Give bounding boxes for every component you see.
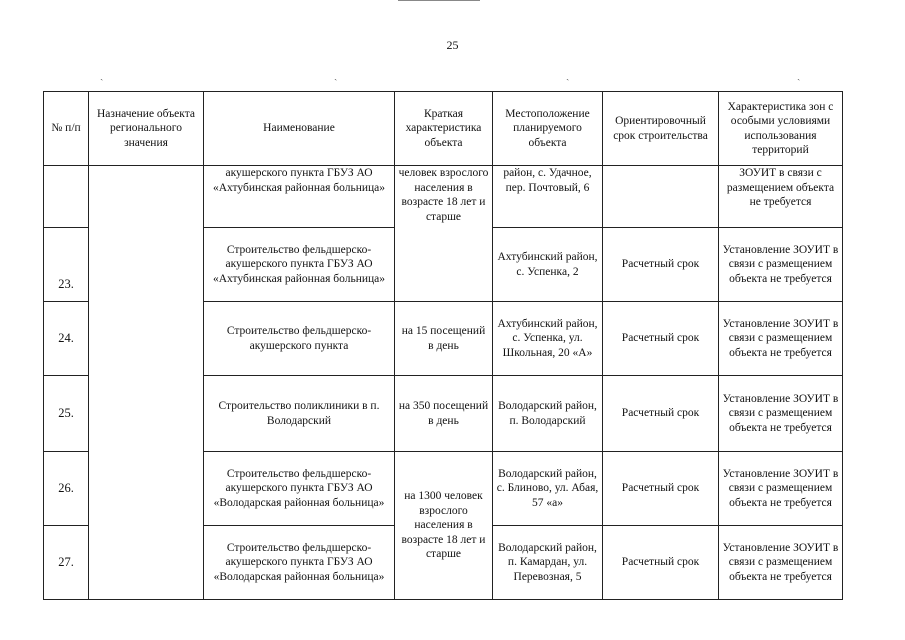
row-name: Строительство фельдшерско-акушерского пункта bbox=[204, 302, 395, 376]
header-desc: Краткая характеристика объекта bbox=[395, 92, 493, 166]
row-zones: Установление ЗОУИТ в связи с размещением объекта не требуется bbox=[719, 526, 843, 600]
header-name: Наименование bbox=[204, 92, 395, 166]
header-zones: Характеристика зон с особыми условиями использования территорий bbox=[719, 92, 843, 166]
row-term: Расчетный срок bbox=[603, 526, 719, 600]
row-num: 27. bbox=[44, 526, 89, 600]
row-desc: на 15 посещений в день bbox=[395, 302, 493, 376]
row-num: 24. bbox=[44, 302, 89, 376]
row-zones: ЗОУИТ в связи с размещением объекта не требуется bbox=[719, 166, 843, 228]
page-number: 25 bbox=[446, 38, 459, 52]
header-row bbox=[44, 92, 843, 166]
row-desc: на 350 посещений в день bbox=[395, 376, 493, 452]
row-num: 23. bbox=[44, 228, 89, 302]
header-num: № п/п bbox=[44, 92, 89, 166]
objects-table bbox=[43, 91, 843, 600]
row-term: Расчетный срок bbox=[603, 302, 719, 376]
row-zones: Установление ЗОУИТ в связи с размещением объекта не требуется bbox=[719, 228, 843, 302]
scan-mark: ˏ bbox=[797, 70, 801, 81]
row-name: Строительство поликлиники в п. Володарский bbox=[204, 376, 395, 452]
row-desc: на 1300 человек взрослого населения в возрасте 18 лет и старше bbox=[395, 452, 493, 600]
row-num bbox=[44, 166, 89, 228]
row-term: Расчетный срок bbox=[603, 376, 719, 452]
row-term: Расчетный срок bbox=[603, 452, 719, 526]
purpose-cell bbox=[89, 166, 204, 600]
row-term bbox=[603, 166, 719, 228]
row-num: 25. bbox=[44, 376, 89, 452]
row-name: Строительство фельдшерско-акушерского пункта ГБУЗ АО «Володарская районная больница» bbox=[204, 526, 395, 600]
table-row bbox=[44, 166, 843, 228]
row-location: Ахтубинский район, с. Успенка, ул. Школьная, 20 «А» bbox=[493, 302, 603, 376]
row-zones: Установление ЗОУИТ в связи с размещением объекта не требуется bbox=[719, 302, 843, 376]
row-num: 26. bbox=[44, 452, 89, 526]
row-location: Володарский район, с. Блиново, ул. Абая, 57 «а» bbox=[493, 452, 603, 526]
row-zones: Установление ЗОУИТ в связи с размещением объекта не требуется bbox=[719, 452, 843, 526]
row-name: Строительство фельдшерско-акушерского пункта ГБУЗ АО «Ахтубинская районная больница» bbox=[204, 228, 395, 302]
top-rule bbox=[398, 0, 480, 1]
row-location: Володарский район, п. Володарский bbox=[493, 376, 603, 452]
scan-mark: ˏ bbox=[334, 70, 338, 81]
row-zones: Установление ЗОУИТ в связи с размещением объекта не требуется bbox=[719, 376, 843, 452]
header-term: Ориентировочный срок строительства bbox=[603, 92, 719, 166]
header-purpose: Назначение объекта регионального значения bbox=[89, 92, 204, 166]
row-location: Володарский район, п. Камардан, ул. Перевозная, 5 bbox=[493, 526, 603, 600]
scan-mark: ˏ bbox=[100, 70, 104, 81]
row-location: Ахтубинский район, с. Успенка, 2 bbox=[493, 228, 603, 302]
row-name: Строительство фельдшерско-акушерского пункта ГБУЗ АО «Володарская районная больница» bbox=[204, 452, 395, 526]
row-name: акушерского пункта ГБУЗ АО «Ахтубинская районная больница» bbox=[204, 166, 395, 228]
header-location: Местоположение планируемого объекта bbox=[493, 92, 603, 166]
row-term: Расчетный срок bbox=[603, 228, 719, 302]
scan-mark: ˏ bbox=[566, 70, 570, 81]
row-location: район, с. Удачное, пер. Почтовый, 6 bbox=[493, 166, 603, 228]
row-desc: человек взрослого населения в возрасте 18 лет и старше bbox=[395, 166, 493, 302]
